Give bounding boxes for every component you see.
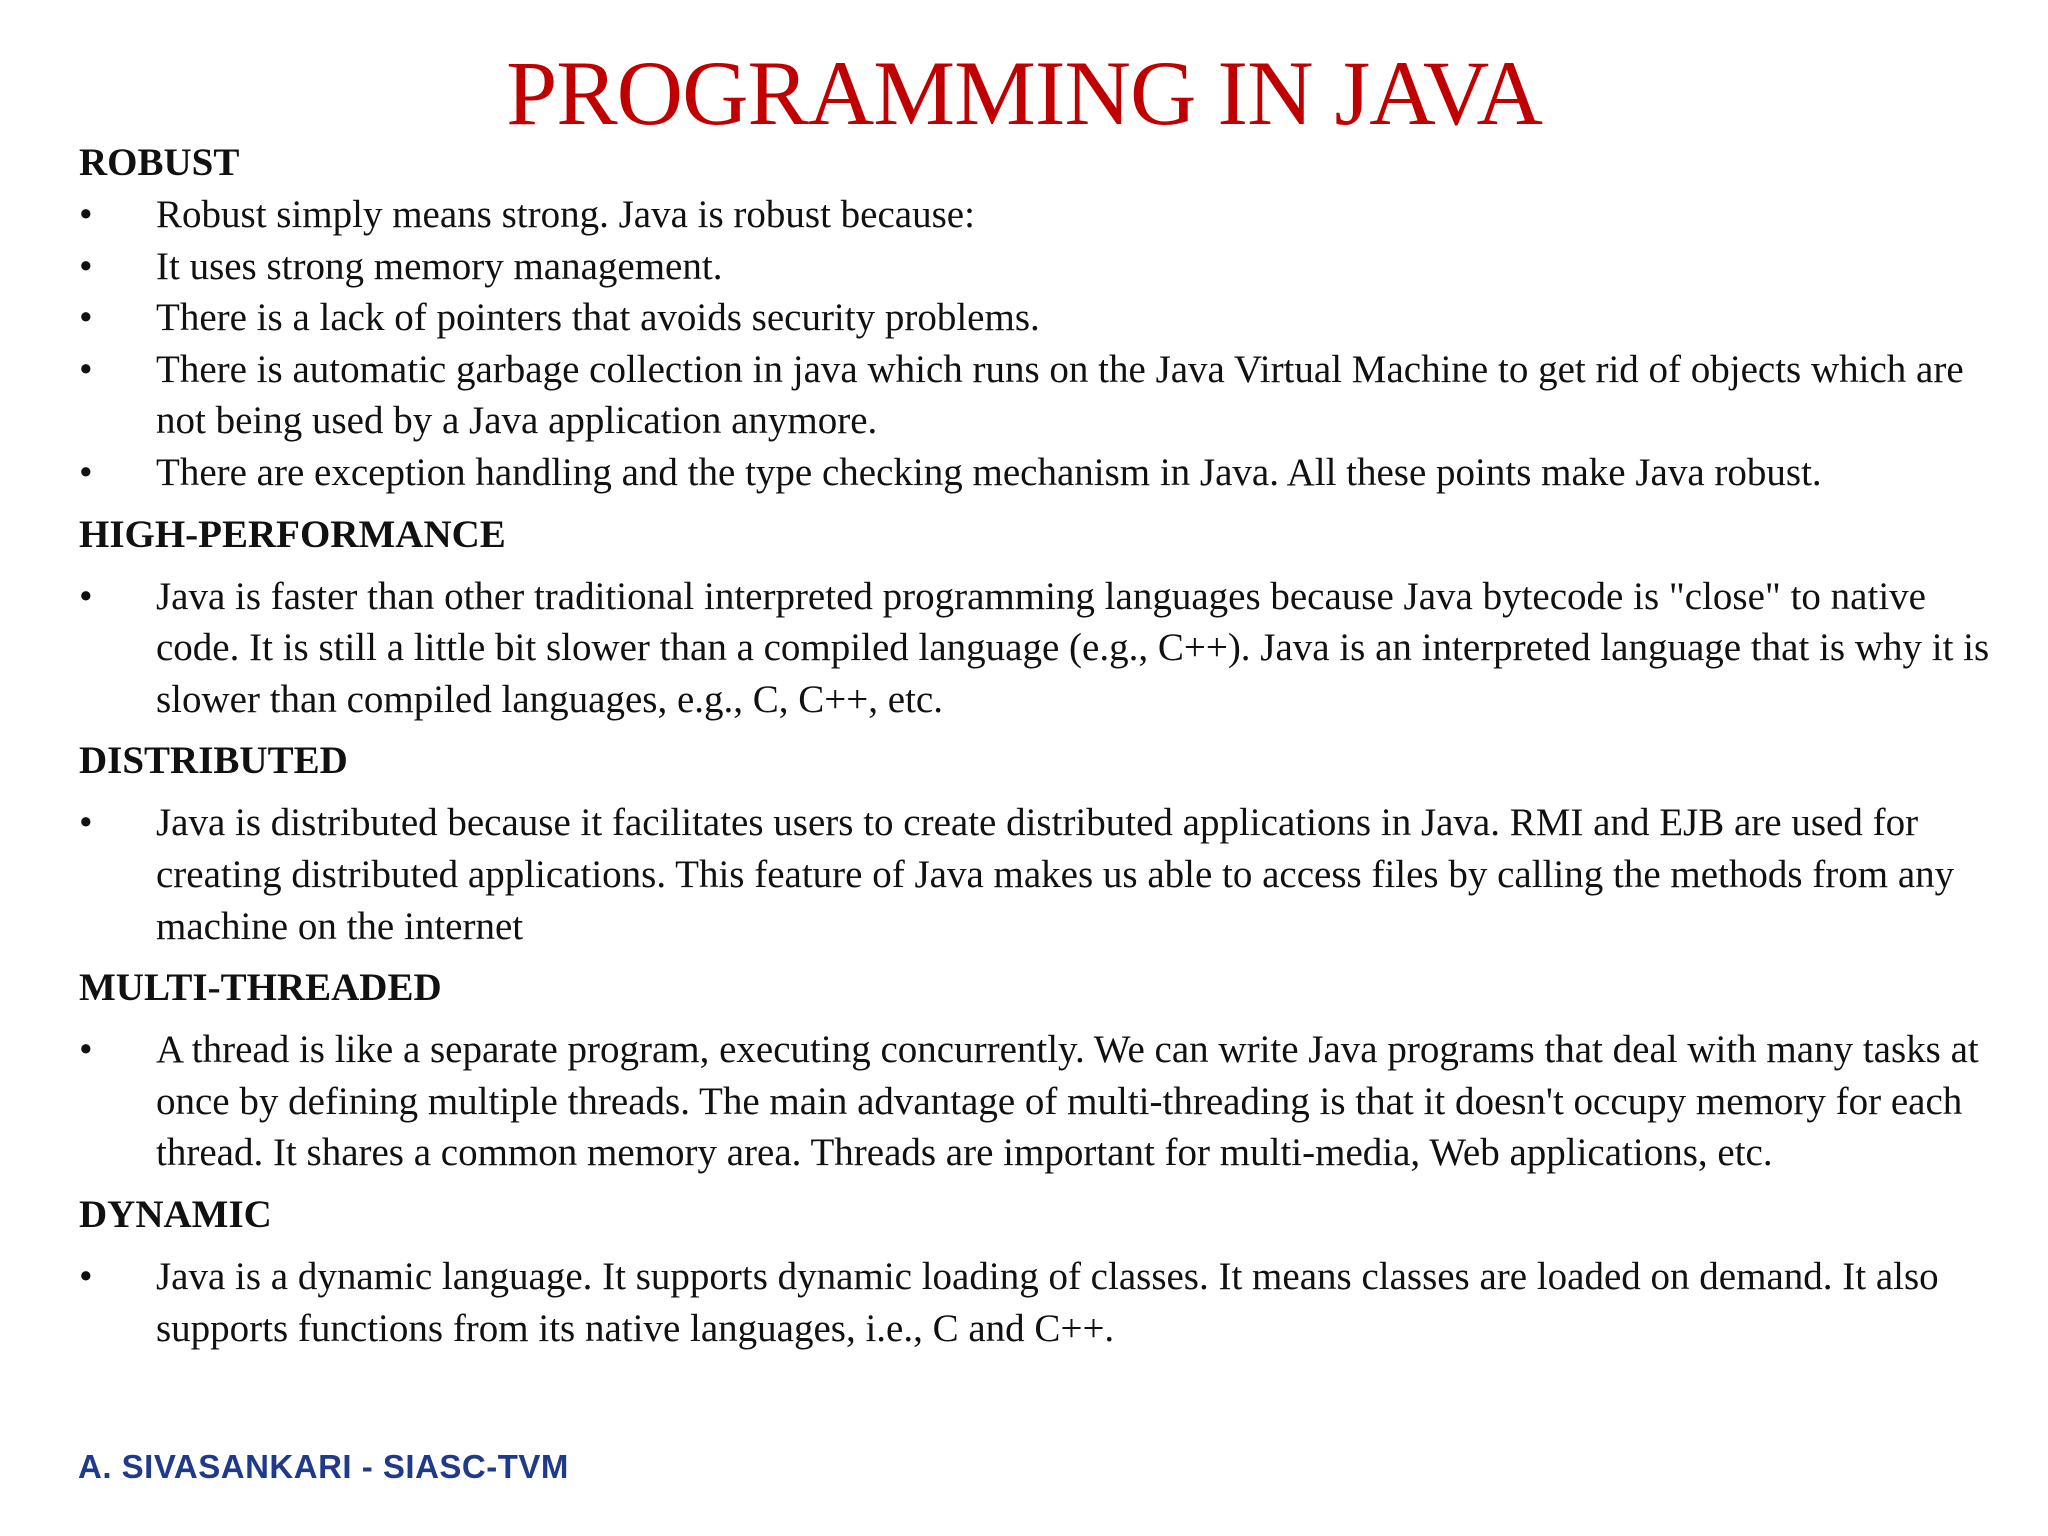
bullet-text: Robust simply means strong. Java is robust because: xyxy=(156,193,975,236)
bullet-text: Java is distributed because it facilitates users to create distributed applications in Java. RMI and EJB are used for creating distributed applications. This feature of Java makes us able to access files by calling the methods from any machine on the internet xyxy=(156,801,1955,948)
bullet-icon: • xyxy=(79,801,93,845)
bullet-item xyxy=(79,344,2009,447)
bullet-item xyxy=(79,241,2009,293)
bullet-text: There is a lack of pointers that avoids security problems. xyxy=(156,296,1040,340)
bullet-text: There are exception handling and the type checking mechanism in Java. All these points make Java robust. xyxy=(156,450,1822,494)
section-heading: MULTI-THREADED xyxy=(79,966,442,1010)
slide-content xyxy=(79,137,2009,1354)
bullet-icon: • xyxy=(79,1028,93,1072)
bullet-list xyxy=(79,1251,2009,1354)
bullet-item xyxy=(79,571,2009,726)
slide-title: PROGRAMMING IN JAVA xyxy=(506,42,1542,144)
bullet-text: There is automatic garbage collection in java which runs on the Java Virtual Machine to get rid of objects which are not being used by a Java application anymore. xyxy=(156,347,1964,443)
section-high-performance xyxy=(79,509,2009,726)
bullet-icon: • xyxy=(79,296,93,340)
bullet-item xyxy=(79,292,2009,344)
bullet-text: A thread is like a separate program, executing concurrently. We can write Java programs that deal with many tasks at once by defining multiple threads. The main advantage of multi-threading is that it doesn't occupy memory for each thread. It shares a common memory area. Threads are important for multi-media, Web applications, etc. xyxy=(156,1028,1979,1175)
bullet-icon: • xyxy=(79,450,93,494)
section-heading: DISTRIBUTED xyxy=(79,739,348,783)
section-dynamic xyxy=(79,1189,2009,1354)
bullet-text: Java is faster than other traditional interpreted programming languages because Java bytecode is "close" to native code. It is still a little bit slower than a compiled language (e.g., C++). Java is an interpreted language that is why it is slower than compiled languages, e.g., C, C++, etc. xyxy=(156,574,1990,721)
bullet-list xyxy=(79,571,2009,726)
section-multi-threaded xyxy=(79,962,2009,1179)
section-heading: HIGH-PERFORMANCE xyxy=(79,512,506,556)
bullet-item xyxy=(79,447,2009,499)
bullet-item xyxy=(79,189,2009,241)
bullet-icon: • xyxy=(79,574,93,618)
bullet-text: Java is a dynamic language. It supports dynamic loading of classes. It means classes are loaded on demand. It also supports functions from its native languages, i.e., C and C++. xyxy=(156,1254,1939,1350)
bullet-icon: • xyxy=(79,1254,93,1298)
section-heading: ROBUST xyxy=(79,141,240,184)
bullet-icon: • xyxy=(79,193,93,236)
bullet-list xyxy=(79,189,2009,499)
bullet-icon: • xyxy=(79,244,93,288)
bullet-list xyxy=(79,797,2009,952)
bullet-item xyxy=(79,1251,2009,1354)
section-distributed xyxy=(79,735,2009,952)
bullet-item xyxy=(79,797,2009,952)
bullet-text: It uses strong memory management. xyxy=(156,244,723,288)
section-heading: DYNAMIC xyxy=(79,1192,272,1236)
author-footer: A. SIVASANKARI - SIASC-TVM xyxy=(78,1448,569,1485)
bullet-list xyxy=(79,1024,2009,1179)
section-robust xyxy=(79,137,2009,499)
bullet-icon: • xyxy=(79,347,93,391)
bullet-item xyxy=(79,1024,2009,1179)
